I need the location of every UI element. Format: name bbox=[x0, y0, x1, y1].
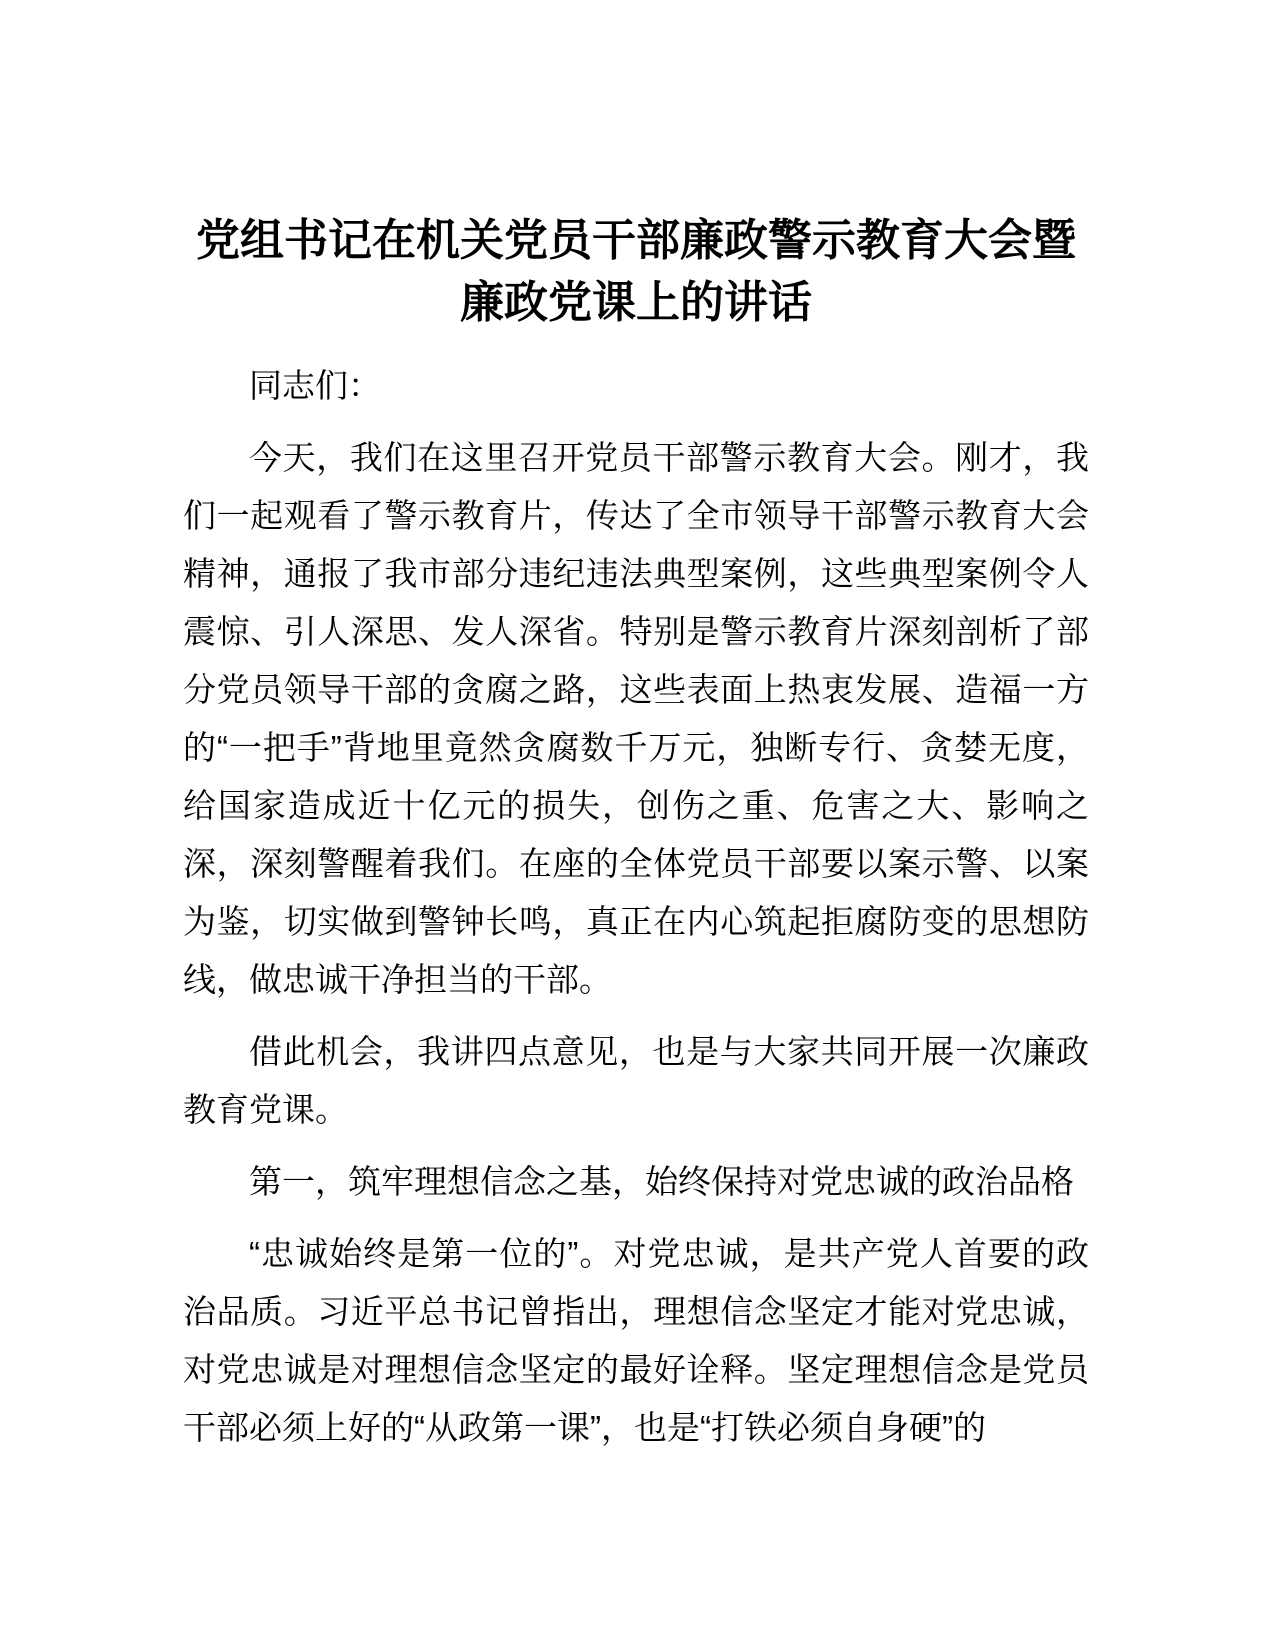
opening-paragraph: 今天，我们在这里召开党员干部警示教育大会。刚才，我们一起观看了警示教育片，传达了全市领导干部警示教育大会精神，通报了我市部分违纪违法典型案例，这些典型案例令人震惊、引人深思、发人深省。特别是警示教育片深刻剖析了部分党员领导干部的贪腐之路，这些表面上热衷发展、造福一方的“一把手”背地里竟然贪腐数千万元，独断专行、贪婪无度，给国家造成近十亿元的损失，创伤之重、危害之大、影响之深，深刻警醒着我们。在座的全体党员干部要以案示警、以案为鉴，切实做到警钟长鸣，真正在内心筑起拒腐防变的思想防线，做忠诚干净担当的干部。 bbox=[183, 439, 1089, 998]
section-one-paragraph: “忠诚始终是第一位的”。对党忠诚，是共产党人首要的政治品质。习近平总书记曾指出，理想信念坚定才能对党忠诚，对党忠诚是对理想信念坚定的最好诠释。坚定理想信念是党员干部必须上好的“从政第一课”，也是“打铁必须自身硬”的 bbox=[183, 1235, 1089, 1446]
section-one-heading: 第一，筑牢理想信念之基，始终保持对党忠诚的政治品格 bbox=[249, 1163, 1074, 1200]
document-title: 党组书记在机关党员干部廉政警示教育大会暨廉政党课上的讲话 bbox=[196, 216, 1076, 327]
transition-paragraph: 借此机会，我讲四点意见，也是与大家共同开展一次廉政教育党课。 bbox=[183, 1033, 1089, 1128]
salutation-paragraph: 同志们： bbox=[249, 367, 381, 404]
